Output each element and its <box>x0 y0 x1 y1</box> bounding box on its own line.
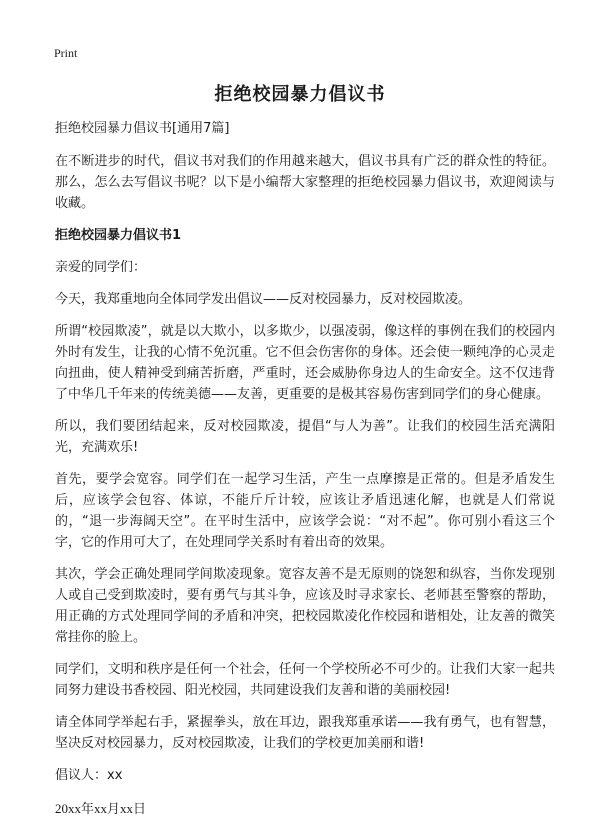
body-paragraph-7: 请全体同学举起右手，紧握拳头，放在耳边，跟我郑重承诺——我有勇气，也有智慧，坚决反对校园暴力，反对校园欺凌，让我们的学校更加美丽和谐! <box>55 715 555 751</box>
intro-paragraph: 在不断进步的时代，倡议书对我们的作用越来越大，倡议书具有广泛的群众性的特征。那么，怎么去写倡议书呢？以下是小编帮大家整理的拒绝校园暴力倡议书，欢迎阅读与收藏。 <box>55 154 555 211</box>
body-paragraph-3: 所以，我们要团结起来，反对校园欺凌，提倡“与人为善”。让我们的校园生活充满阳光，充满欢乐! <box>55 419 555 455</box>
print-link[interactable]: Print <box>54 46 78 60</box>
body-paragraph-5: 其次，学会正确处理同学间欺凌现象。宽容友善不是无原则的饶恕和纵容，当你发现别人或自己受到欺凌时，要有勇气与其斗争，应该及时寻求家长、老师甚至警察的帮助，用正确的方式处理同学间的矛盾和冲突，把校园欺凌化作校园和谐相处，让友善的微笑常挂你的脸上。 <box>55 567 555 645</box>
date: 20xx年xx月xx日 <box>55 801 147 816</box>
body-paragraph-2: 所谓“校园欺凌”，就是以大欺小，以多欺少，以强凌弱，像这样的事例在我们的校园内外时有发生，让我的心情不免沉重。它不但会伤害你的身体。还会使一颗纯净的心灵走向扭曲，使人精神受到痛苦折磨，严重时，还会威胁你身边人的生命安全。这不仅违背了中华几千年来的传统美德——友善，更重要的是极其容易伤害到同学们的身心健康。 <box>55 324 555 402</box>
body-paragraph-1: 今天，我郑重地向全体同学发出倡议——反对校园暴力，反对校园欺凌。 <box>55 292 472 307</box>
document-body <box>55 118 555 830</box>
signature: 倡议人：xx <box>55 768 123 783</box>
document-subtitle: 拒绝校园暴力倡议书[通用7篇] <box>55 121 230 136</box>
document-title: 拒绝校园暴力倡议书 <box>214 84 386 105</box>
body-paragraph-4: 首先，要学会宽容。同学们在一起学习生活，产生一点摩擦是正常的。但是矛盾发生后，应该学会包容、体谅，不能斤斤计较，应该让矛盾迅速化解，也就是人们常说的，“退一步海阔天空”。在平时生活中，应该学会说：“对不起”。你可别小看这三个字，它的作用可大了，在处理同学关系时有着出奇的效果。 <box>55 472 555 550</box>
body-paragraph-6: 同学们，文明和秩序是任何一个社会，任何一个学校所必不可少的。让我们大家一起共同努力建设书香校园、阳光校园，共同建设我们友善和谐的美丽校园! <box>55 662 555 698</box>
greeting: 亲爱的同学们： <box>55 260 147 275</box>
section-heading: 拒绝校园暴力倡议书1 <box>55 228 182 243</box>
